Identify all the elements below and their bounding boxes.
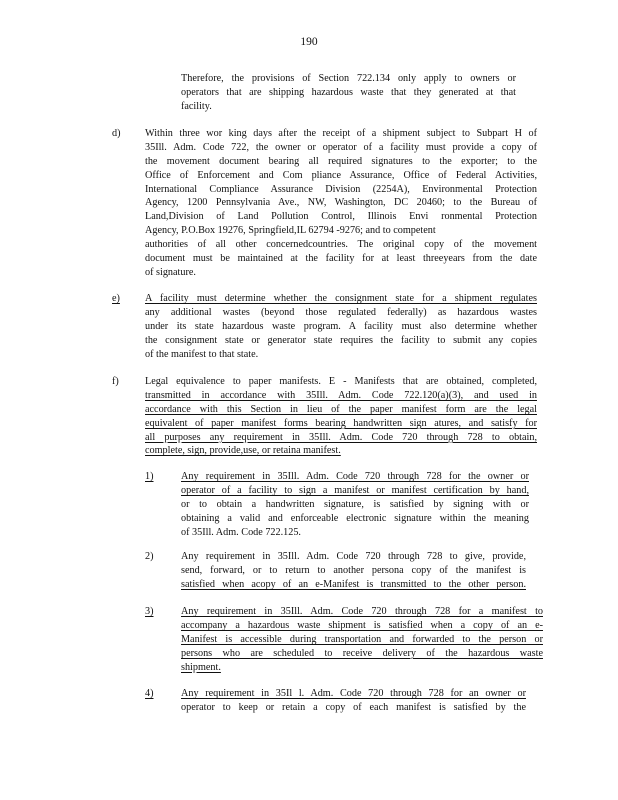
text-line: Any requirement in 35Ill. Adm. Code 720 through 728 for the owner or — [181, 471, 529, 482]
item-marker-f: f) — [112, 376, 119, 387]
paragraph-e — [145, 292, 537, 361]
text-line: transmitted in accordance with 35Ill. Adm. Code 722.120(a)(3), and used in — [145, 389, 537, 401]
text-line: International Compliance Assurance Division (2254A), Environmental Protection — [145, 183, 537, 195]
text-line: Manifest is accessible during transportation and forwarded to the person or — [181, 633, 543, 645]
page-number: 190 — [300, 36, 318, 48]
paragraph-d — [145, 127, 537, 280]
text-line: obtaining a valid and enforceable electronic signature within the meaning — [181, 512, 529, 524]
text-line: accordance with this Section in lieu of the paper manifest form are the legal — [145, 403, 537, 415]
text-line: Land,Division of Land Pollution Control, Illinois Envi ronmental Protection — [145, 211, 537, 223]
text-line: persons who are scheduled to receive delivery of the hazardous waste — [181, 647, 543, 659]
text-line: or to obtain a handwritten signature, is satisfied by signing with or — [181, 498, 529, 510]
paragraph-f4 — [181, 687, 526, 715]
text-line: document must be maintained at the facility for at least threeyears from the date — [145, 253, 537, 265]
text-line: any additional wastes (beyond those regulated federally) as hazardous wastes — [145, 306, 537, 318]
item-marker-f4: 4) — [145, 688, 154, 699]
text-line: accompany a hazardous waste shipment is satisfied when a copy of an e- — [181, 619, 543, 631]
item-marker-f2: 2) — [145, 551, 154, 562]
text-line: Agency, P.O.Box 19276, Springfield,IL 62794 -9276; and to competent — [145, 225, 436, 237]
text-line: Office of Enforcement and Com pliance Assurance, Office of Federal Activities, — [145, 169, 537, 181]
text-line: operator of a facility to sign a manifest or manifest certification by hand, — [181, 484, 529, 496]
text-line: Therefore, the provisions of Section 722.134 only apply to owners or — [181, 73, 516, 84]
text-line: send, forward, or to return to another persona copy of the manifest is — [181, 564, 526, 576]
item-marker-d: d) — [112, 128, 121, 139]
text-line: of the manifest to that state. — [145, 348, 259, 360]
paragraph-f3 — [181, 605, 543, 674]
text-line: facility. — [181, 100, 212, 112]
text-line: Legal equivalence to paper manifests. E - Manifests that are obtained, completed, — [145, 376, 537, 387]
text-line: A facility must determine whether the consignment state for a shipment regulates — [145, 293, 537, 304]
text-line: all purposes any requirement in 35Ill. Adm. Code 720 through 728 to obtain, — [145, 431, 537, 443]
item-marker-e: e) — [112, 293, 120, 304]
text-line: under its state hazardous waste program. A facility must also determine whether — [145, 320, 537, 332]
text-line: satisfied when acopy of an e-Manifest is transmitted to the other person. — [181, 578, 526, 590]
text-line: authorities of all other concernedcountries. The original copy of the movement — [145, 239, 537, 251]
intro-paragraph — [181, 72, 516, 114]
paragraph-f — [145, 375, 537, 458]
text-line: of signature. — [145, 266, 196, 278]
text-line: Any requirement in 35Il l. Adm. Code 720 through 728 for an owner or — [181, 688, 526, 699]
text-line: the consignment state or generator state requires the facility to submit any copies — [145, 334, 537, 346]
paragraph-f1 — [181, 470, 529, 539]
text-line: Any requirement in 35Ill. Adm. Code 720 through 728 for a manifest to — [181, 606, 543, 617]
text-line: 35Ill. Adm. Code 722, the owner or operator of a facility must provide a copy of — [145, 141, 537, 153]
text-line: of 35Ill. Adm. Code 722.125. — [181, 526, 301, 538]
text-line: equivalent of paper manifest forms bearing handwritten sign atures, and satisfy for — [145, 417, 537, 429]
text-line: complete, sign, provide,use, or retaina manifest. — [145, 445, 341, 457]
text-line: operators that are shipping hazardous waste that they generated at that — [181, 86, 516, 98]
text-line: the movement document bearing all required signatures to the exporter; to the — [145, 155, 537, 167]
text-line: operator to keep or retain a copy of each manifest is satisfied by the — [181, 701, 526, 713]
text-line: Any requirement in 35Ill. Adm. Code 720 through 728 to give, provide, — [181, 551, 526, 562]
paragraph-f2 — [181, 550, 526, 592]
item-marker-f1: 1) — [145, 471, 154, 482]
item-marker-f3: 3) — [145, 606, 154, 617]
text-line: shipment. — [181, 661, 221, 673]
text-line: Agency, 1200 Pennsylvania Ave., NW, Washington, DC 20460; to the Bureau of — [145, 197, 537, 209]
text-line: Within three wor king days after the receipt of a shipment subject to Subpart H of — [145, 128, 537, 139]
